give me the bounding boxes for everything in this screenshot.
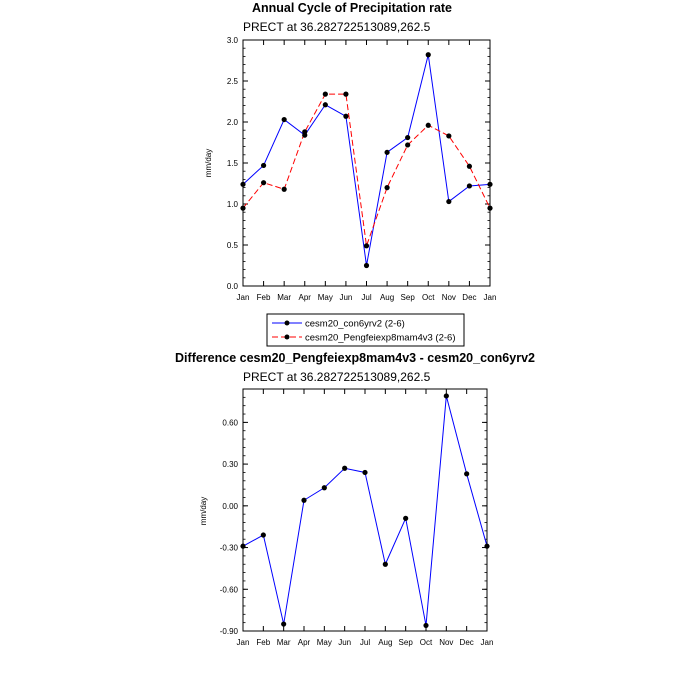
y-tick-label: 2.0 bbox=[226, 118, 238, 127]
y-tick-label: 1.0 bbox=[226, 200, 238, 209]
legend bbox=[267, 314, 464, 346]
y-tick-label: 0.30 bbox=[222, 460, 238, 470]
data-point-1 bbox=[282, 187, 287, 192]
x-tick-label: Feb bbox=[256, 638, 271, 647]
data-point-1 bbox=[384, 185, 389, 190]
data-point-0 bbox=[383, 562, 388, 567]
data-point-1 bbox=[487, 206, 492, 211]
x-tick-label: Jun bbox=[338, 638, 352, 647]
y-tick-label: 0.60 bbox=[222, 418, 238, 428]
x-tick-label: Jan bbox=[236, 293, 250, 302]
x-tick-label: Apr bbox=[298, 293, 311, 302]
x-tick-label: Oct bbox=[422, 293, 435, 302]
plot-frame bbox=[243, 40, 490, 286]
chart-subtitle: PRECT at 36.282722513089,262.5 bbox=[243, 370, 431, 384]
chart-subtitle: PRECT at 36.282722513089,262.5 bbox=[243, 20, 431, 34]
x-tick-label: Apr bbox=[297, 638, 311, 647]
data-point-0 bbox=[240, 182, 245, 187]
x-tick-label: Oct bbox=[419, 638, 433, 647]
data-point-0 bbox=[426, 52, 431, 57]
data-point-0 bbox=[343, 114, 348, 119]
x-tick-label: Aug bbox=[378, 638, 393, 647]
data-point-1 bbox=[240, 206, 245, 211]
y-tick-label: -0.30 bbox=[219, 543, 238, 553]
plot-frame bbox=[243, 389, 487, 631]
x-tick-label: Jan bbox=[480, 638, 494, 647]
data-point-0 bbox=[467, 183, 472, 188]
y-tick-label: 0.5 bbox=[226, 241, 238, 250]
data-point-0 bbox=[484, 544, 489, 549]
chart-title: Annual Cycle of Precipitation rate bbox=[251, 1, 453, 15]
y-tick-label: -0.90 bbox=[219, 627, 238, 636]
data-point-0 bbox=[323, 102, 328, 107]
legend-marker-experiment bbox=[285, 335, 290, 340]
x-tick-label: Mar bbox=[277, 293, 292, 302]
x-tick-label: May bbox=[317, 293, 333, 302]
x-tick-label: May bbox=[316, 638, 332, 647]
x-tick-label: Dec bbox=[462, 293, 477, 302]
x-tick-label: Jan bbox=[483, 293, 497, 302]
data-point-0 bbox=[281, 621, 286, 626]
x-tick-label: Jan bbox=[236, 638, 250, 647]
legend-marker-control bbox=[285, 321, 290, 326]
y-tick-label: 3.0 bbox=[226, 36, 238, 45]
x-tick-label: Sep bbox=[400, 293, 415, 302]
data-point-0 bbox=[444, 393, 449, 398]
x-tick-label: Dec bbox=[459, 638, 474, 647]
data-point-1 bbox=[302, 129, 307, 134]
x-tick-label: Aug bbox=[379, 293, 395, 302]
legend-label-control: cesm20_con6yrv2 (2-6) bbox=[305, 318, 405, 330]
data-point-0 bbox=[403, 516, 408, 521]
data-point-1 bbox=[261, 180, 266, 185]
data-point-0 bbox=[362, 470, 367, 475]
data-point-1 bbox=[364, 243, 369, 248]
data-point-0 bbox=[301, 498, 306, 503]
y-tick-label: 2.5 bbox=[226, 77, 238, 86]
data-point-1 bbox=[405, 142, 410, 147]
x-tick-label: Feb bbox=[256, 293, 271, 302]
data-point-0 bbox=[261, 163, 266, 168]
x-tick-label: Nov bbox=[439, 638, 454, 647]
x-tick-label: Nov bbox=[441, 293, 456, 302]
y-tick-label: 0.0 bbox=[226, 282, 238, 291]
data-point-0 bbox=[405, 135, 410, 140]
data-point-0 bbox=[446, 199, 451, 204]
chart-title: Difference cesm20_Pengfeiexp8mam4v3 - cesm20_con6yrv2 bbox=[175, 351, 535, 365]
data-point-1 bbox=[446, 133, 451, 138]
data-point-1 bbox=[467, 164, 472, 169]
y-tick-label: 0.00 bbox=[222, 501, 238, 511]
data-point-0 bbox=[282, 117, 287, 122]
series-line-1 bbox=[243, 94, 490, 246]
precip-difference-chart bbox=[175, 351, 535, 647]
precip-annual-cycle-chart bbox=[204, 1, 496, 346]
data-point-0 bbox=[342, 466, 347, 471]
x-tick-label: Jun bbox=[339, 293, 353, 302]
legend-label-experiment: cesm20_Pengfeiexp8mam4v3 (2-6) bbox=[305, 332, 456, 344]
series-line-0 bbox=[243, 396, 487, 625]
data-point-0 bbox=[423, 623, 428, 628]
data-point-0 bbox=[487, 182, 492, 187]
plot-area bbox=[220, 389, 494, 647]
y-axis-label: mm/day bbox=[204, 148, 213, 178]
data-point-0 bbox=[240, 544, 245, 549]
data-point-0 bbox=[322, 485, 327, 490]
data-point-1 bbox=[426, 123, 431, 128]
x-tick-label: Mar bbox=[276, 638, 291, 647]
data-point-0 bbox=[384, 150, 389, 155]
data-point-0 bbox=[261, 532, 266, 537]
y-axis-label: mm/day bbox=[199, 496, 208, 526]
data-point-0 bbox=[364, 263, 369, 268]
x-tick-label: Jul bbox=[361, 293, 372, 302]
plot-area bbox=[227, 36, 497, 302]
data-point-1 bbox=[323, 92, 328, 97]
x-tick-label: Sep bbox=[398, 638, 413, 647]
y-tick-label: 1.5 bbox=[226, 159, 238, 168]
x-tick-label: Jul bbox=[359, 638, 371, 647]
data-point-0 bbox=[464, 471, 469, 476]
y-tick-label: -0.60 bbox=[219, 585, 238, 595]
series-line-0 bbox=[243, 55, 490, 266]
data-point-1 bbox=[343, 92, 348, 97]
